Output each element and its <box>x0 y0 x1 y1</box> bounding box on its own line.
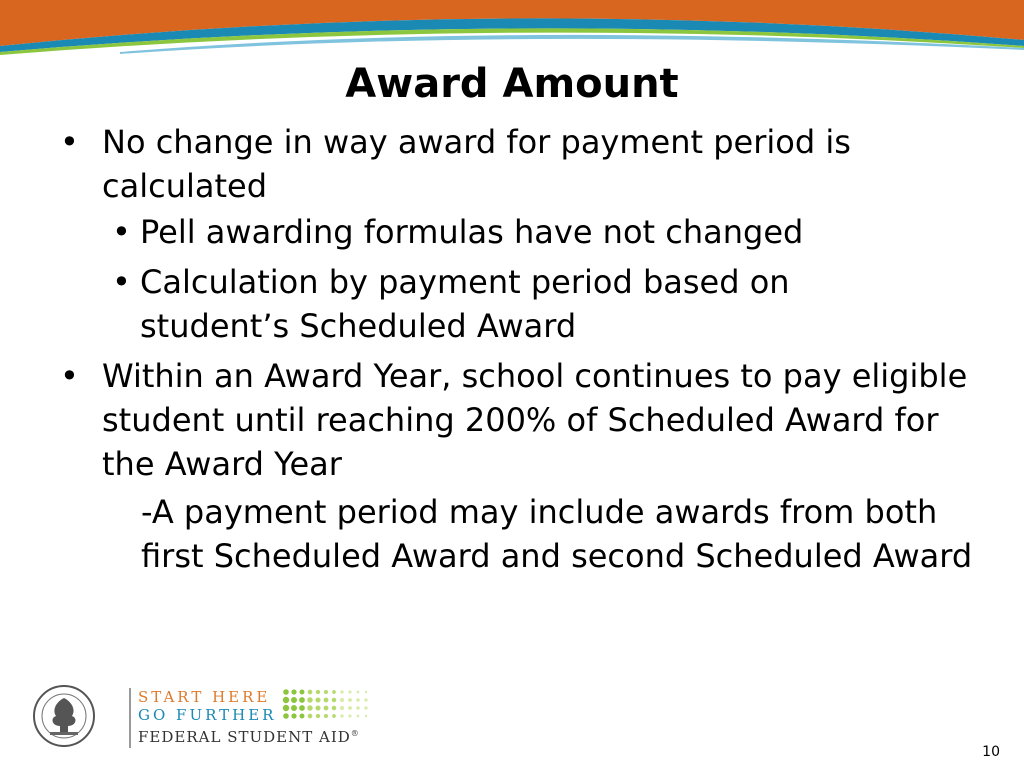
logo-dot <box>283 705 289 711</box>
logo-dot <box>332 698 336 702</box>
slide-title: Award Amount <box>345 61 679 107</box>
logo-dot <box>307 697 312 702</box>
logo-dot <box>357 715 360 718</box>
logo-dot <box>291 697 297 703</box>
bullet-marker: • <box>112 263 131 301</box>
bullet-text: Pell awarding formulas have not changed <box>140 213 804 251</box>
bullet-item <box>60 120 980 208</box>
logo-dot <box>356 698 360 702</box>
logo-dot <box>357 691 360 694</box>
logo-dot <box>340 690 343 693</box>
note-text: -A payment period may include awards from both first Scheduled Award and second Scheduled Award <box>141 493 973 575</box>
logo-dot <box>340 698 344 702</box>
logo-dot <box>291 713 296 718</box>
logo-dot <box>364 698 367 701</box>
logo-dot <box>307 705 312 710</box>
logo-dot <box>300 690 305 695</box>
logo-dot <box>299 697 305 703</box>
logo-dot <box>340 706 344 710</box>
dot-grid-icon <box>282 688 372 724</box>
logo-dot <box>365 691 367 693</box>
logo-dot <box>283 689 289 695</box>
logo-dot <box>283 713 289 719</box>
bullet-item <box>60 354 980 486</box>
bullet-marker: • <box>112 213 131 251</box>
sub-bullet-item <box>112 260 912 348</box>
bullet-text: Within an Award Year, school continues to pay eligible student until reaching 200% of Scheduled Award for the Award Year <box>102 357 968 483</box>
logo-dot <box>291 705 297 711</box>
logo-dot <box>348 690 351 693</box>
note-item <box>141 490 981 578</box>
bullet-marker: • <box>60 357 79 395</box>
header-band <box>0 0 1024 56</box>
logo-dot <box>308 690 313 695</box>
logo-dot <box>308 714 313 719</box>
bullet-text: Calculation by payment period based on student’s Scheduled Award <box>140 263 790 345</box>
logo-dot <box>364 706 367 709</box>
logo-dot <box>332 714 336 718</box>
logo-dot <box>332 706 336 710</box>
page-number: 10 <box>982 744 1000 760</box>
logo-dot <box>348 706 352 710</box>
logo-divider <box>129 688 131 748</box>
logo-dot <box>315 697 320 702</box>
logo-federal-student-aid <box>138 728 360 746</box>
logo-dot <box>324 706 329 711</box>
logo-dot <box>332 690 336 694</box>
logo-dot <box>291 689 296 694</box>
logo-dot <box>283 697 289 703</box>
logo-dot <box>299 705 305 711</box>
logo-dot <box>348 714 351 717</box>
logo-dot <box>324 714 328 718</box>
logo-dot <box>300 714 305 719</box>
logo-dot <box>316 690 320 694</box>
sub-bullet-item <box>112 210 912 254</box>
logo-start-here: START HERE <box>138 688 271 706</box>
logo-dot <box>356 706 360 710</box>
logo-dot <box>315 705 320 710</box>
federal-student-aid-logo <box>32 684 360 754</box>
logo-dot <box>365 715 367 717</box>
department-of-education-seal-icon <box>32 684 96 748</box>
bullet-text: No change in way award for payment period is calculated <box>102 123 851 205</box>
logo-dot <box>324 698 329 703</box>
logo-go-further: GO FURTHER <box>138 706 277 724</box>
logo-dot <box>340 714 343 717</box>
logo-dot <box>316 714 320 718</box>
logo-dot <box>324 690 328 694</box>
bullet-marker: • <box>60 123 79 161</box>
logo-dot <box>348 698 352 702</box>
registered-mark: ® <box>350 729 360 738</box>
logo-fsa-text: FEDERAL STUDENT AID <box>138 728 351 746</box>
